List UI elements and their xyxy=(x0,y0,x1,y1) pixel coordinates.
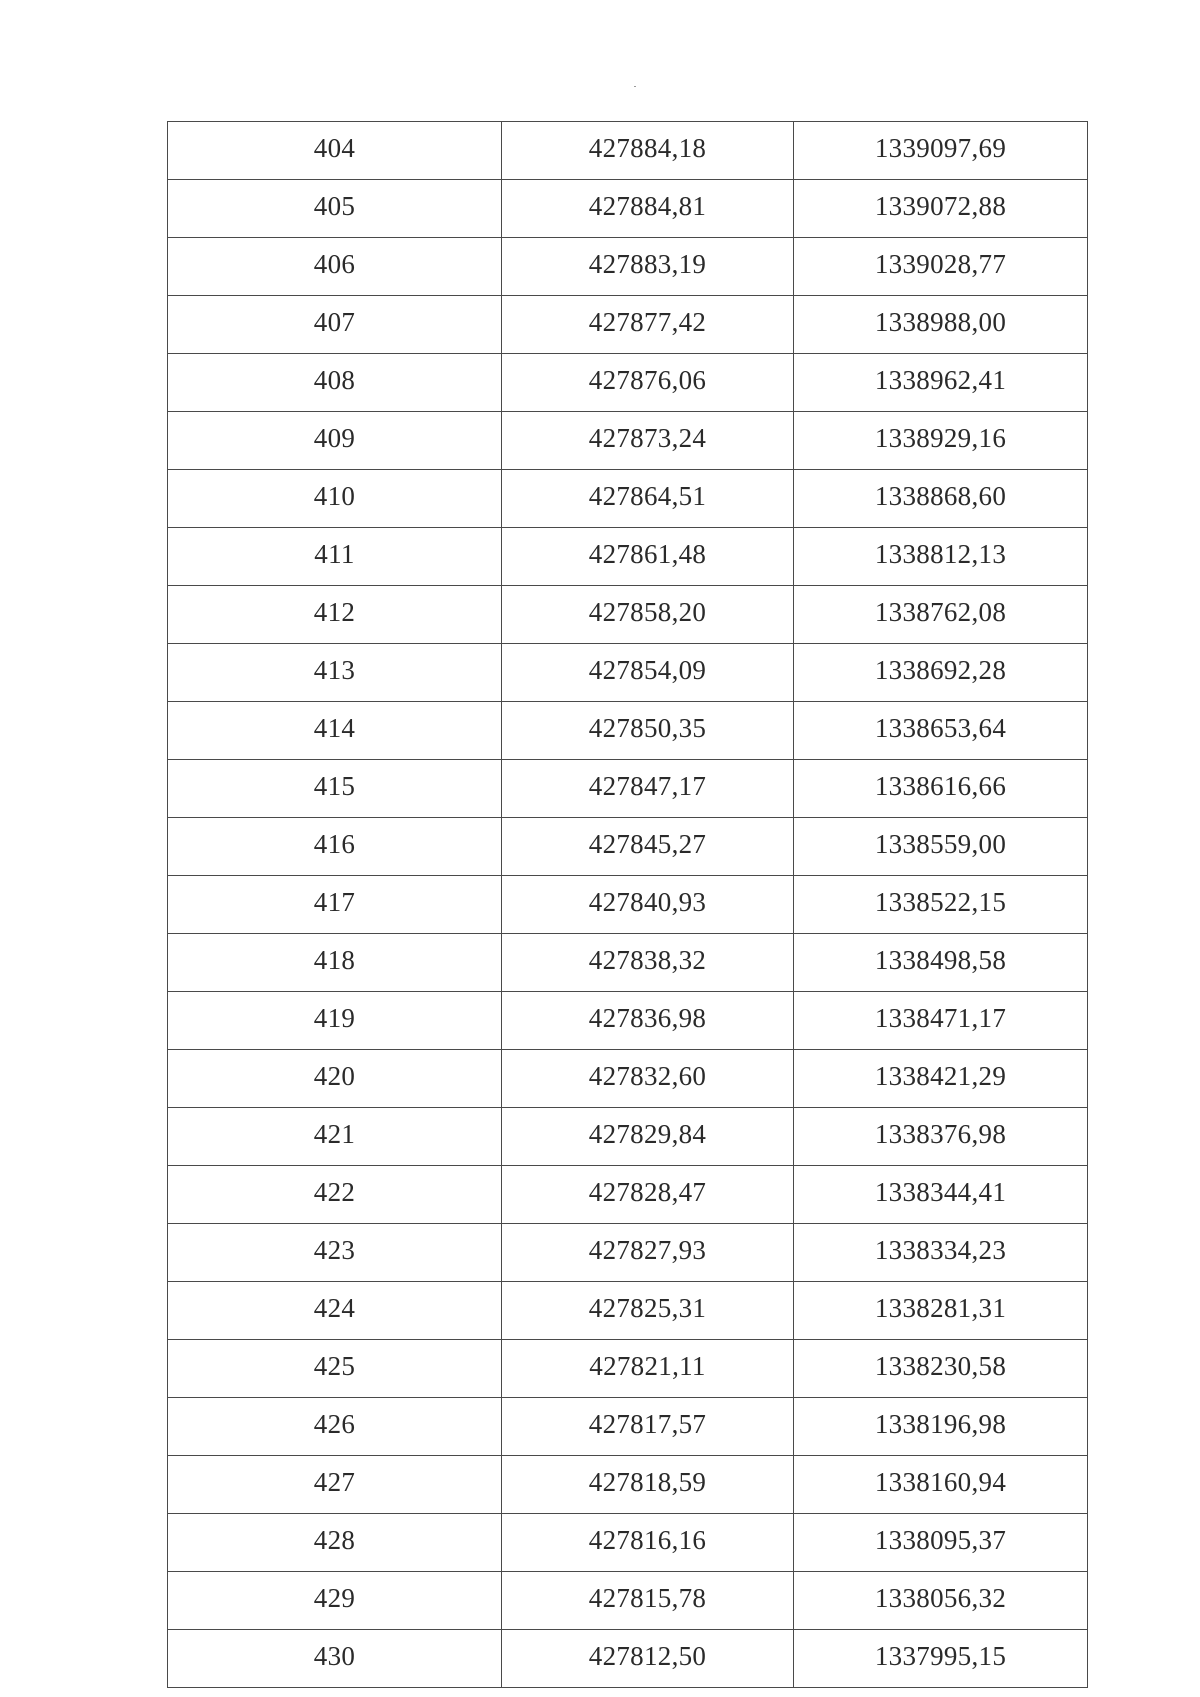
table-row xyxy=(168,528,1088,586)
y-coordinate-cell: 1338376,98 xyxy=(794,1108,1088,1166)
point-number-cell: 408 xyxy=(168,354,502,412)
point-number-cell: 430 xyxy=(168,1630,502,1688)
point-number-cell: 418 xyxy=(168,934,502,992)
table-row xyxy=(168,1050,1088,1108)
x-coordinate-cell: 427827,93 xyxy=(502,1224,794,1282)
x-coordinate-cell: 427884,18 xyxy=(502,122,794,180)
x-coordinate-cell: 427858,20 xyxy=(502,586,794,644)
x-coordinate-cell: 427845,27 xyxy=(502,818,794,876)
table-row xyxy=(168,876,1088,934)
table-row xyxy=(168,238,1088,296)
point-number-cell: 426 xyxy=(168,1398,502,1456)
table-row xyxy=(168,296,1088,354)
table-row xyxy=(168,412,1088,470)
table-row xyxy=(168,1630,1088,1688)
x-coordinate-cell: 427821,11 xyxy=(502,1340,794,1398)
point-number-cell: 424 xyxy=(168,1282,502,1340)
x-coordinate-cell: 427864,51 xyxy=(502,470,794,528)
y-coordinate-cell: 1338616,66 xyxy=(794,760,1088,818)
y-coordinate-cell: 1338095,37 xyxy=(794,1514,1088,1572)
table-row xyxy=(168,702,1088,760)
y-coordinate-cell: 1337995,15 xyxy=(794,1630,1088,1688)
table-row xyxy=(168,760,1088,818)
y-coordinate-cell: 1338692,28 xyxy=(794,644,1088,702)
point-number-cell: 413 xyxy=(168,644,502,702)
x-coordinate-cell: 427840,93 xyxy=(502,876,794,934)
point-number-cell: 425 xyxy=(168,1340,502,1398)
y-coordinate-cell: 1338962,41 xyxy=(794,354,1088,412)
y-coordinate-cell: 1338471,17 xyxy=(794,992,1088,1050)
y-coordinate-cell: 1338160,94 xyxy=(794,1456,1088,1514)
point-number-cell: 423 xyxy=(168,1224,502,1282)
table-row xyxy=(168,1398,1088,1456)
table-row xyxy=(168,1514,1088,1572)
table-row xyxy=(168,1166,1088,1224)
y-coordinate-cell: 1338196,98 xyxy=(794,1398,1088,1456)
point-number-cell: 406 xyxy=(168,238,502,296)
x-coordinate-cell: 427815,78 xyxy=(502,1572,794,1630)
point-number-cell: 411 xyxy=(168,528,502,586)
point-number-cell: 420 xyxy=(168,1050,502,1108)
table-row xyxy=(168,354,1088,412)
point-number-cell: 421 xyxy=(168,1108,502,1166)
y-coordinate-cell: 1338812,13 xyxy=(794,528,1088,586)
table-row xyxy=(168,180,1088,238)
point-number-cell: 422 xyxy=(168,1166,502,1224)
table-row xyxy=(168,1340,1088,1398)
x-coordinate-cell: 427812,50 xyxy=(502,1630,794,1688)
x-coordinate-cell: 427836,98 xyxy=(502,992,794,1050)
y-coordinate-cell: 1338056,32 xyxy=(794,1572,1088,1630)
y-coordinate-cell: 1338522,15 xyxy=(794,876,1088,934)
y-coordinate-cell: 1339028,77 xyxy=(794,238,1088,296)
table-row xyxy=(168,470,1088,528)
y-coordinate-cell: 1338868,60 xyxy=(794,470,1088,528)
point-number-cell: 428 xyxy=(168,1514,502,1572)
x-coordinate-cell: 427825,31 xyxy=(502,1282,794,1340)
point-number-cell: 416 xyxy=(168,818,502,876)
point-number-cell: 409 xyxy=(168,412,502,470)
table-row xyxy=(168,992,1088,1050)
point-number-cell: 405 xyxy=(168,180,502,238)
y-coordinate-cell: 1338498,58 xyxy=(794,934,1088,992)
x-coordinate-cell: 427829,84 xyxy=(502,1108,794,1166)
x-coordinate-cell: 427828,47 xyxy=(502,1166,794,1224)
y-coordinate-cell: 1338344,41 xyxy=(794,1166,1088,1224)
y-coordinate-cell: 1338230,58 xyxy=(794,1340,1088,1398)
table-row xyxy=(168,934,1088,992)
x-coordinate-cell: 427847,17 xyxy=(502,760,794,818)
x-coordinate-cell: 427817,57 xyxy=(502,1398,794,1456)
x-coordinate-cell: 427876,06 xyxy=(502,354,794,412)
y-coordinate-cell: 1338334,23 xyxy=(794,1224,1088,1282)
table-body xyxy=(168,122,1088,1688)
table-row xyxy=(168,1282,1088,1340)
x-coordinate-cell: 427873,24 xyxy=(502,412,794,470)
x-coordinate-cell: 427832,60 xyxy=(502,1050,794,1108)
point-number-cell: 407 xyxy=(168,296,502,354)
x-coordinate-cell: 427861,48 xyxy=(502,528,794,586)
point-number-cell: 404 xyxy=(168,122,502,180)
x-coordinate-cell: 427816,16 xyxy=(502,1514,794,1572)
point-number-cell: 414 xyxy=(168,702,502,760)
point-number-cell: 427 xyxy=(168,1456,502,1514)
table-row xyxy=(168,122,1088,180)
table-row xyxy=(168,1572,1088,1630)
point-number-cell: 410 xyxy=(168,470,502,528)
x-coordinate-cell: 427883,19 xyxy=(502,238,794,296)
y-coordinate-cell: 1339072,88 xyxy=(794,180,1088,238)
point-number-cell: 415 xyxy=(168,760,502,818)
x-coordinate-cell: 427877,42 xyxy=(502,296,794,354)
x-coordinate-cell: 427884,81 xyxy=(502,180,794,238)
table-row xyxy=(168,1224,1088,1282)
point-number-cell: 419 xyxy=(168,992,502,1050)
x-coordinate-cell: 427838,32 xyxy=(502,934,794,992)
y-coordinate-cell: 1338762,08 xyxy=(794,586,1088,644)
point-number-cell: 417 xyxy=(168,876,502,934)
table-row xyxy=(168,586,1088,644)
y-coordinate-cell: 1338421,29 xyxy=(794,1050,1088,1108)
x-coordinate-cell: 427854,09 xyxy=(502,644,794,702)
point-number-cell: 429 xyxy=(168,1572,502,1630)
y-coordinate-cell: 1338988,00 xyxy=(794,296,1088,354)
coordinates-table xyxy=(167,121,1088,1688)
table-row xyxy=(168,644,1088,702)
y-coordinate-cell: 1339097,69 xyxy=(794,122,1088,180)
y-coordinate-cell: 1338281,31 xyxy=(794,1282,1088,1340)
point-number-cell: 412 xyxy=(168,586,502,644)
x-coordinate-cell: 427850,35 xyxy=(502,702,794,760)
table-row xyxy=(168,1108,1088,1166)
y-coordinate-cell: 1338929,16 xyxy=(794,412,1088,470)
table-row xyxy=(168,1456,1088,1514)
x-coordinate-cell: 427818,59 xyxy=(502,1456,794,1514)
y-coordinate-cell: 1338559,00 xyxy=(794,818,1088,876)
y-coordinate-cell: 1338653,64 xyxy=(794,702,1088,760)
table-row xyxy=(168,818,1088,876)
scan-speck xyxy=(634,86,636,87)
